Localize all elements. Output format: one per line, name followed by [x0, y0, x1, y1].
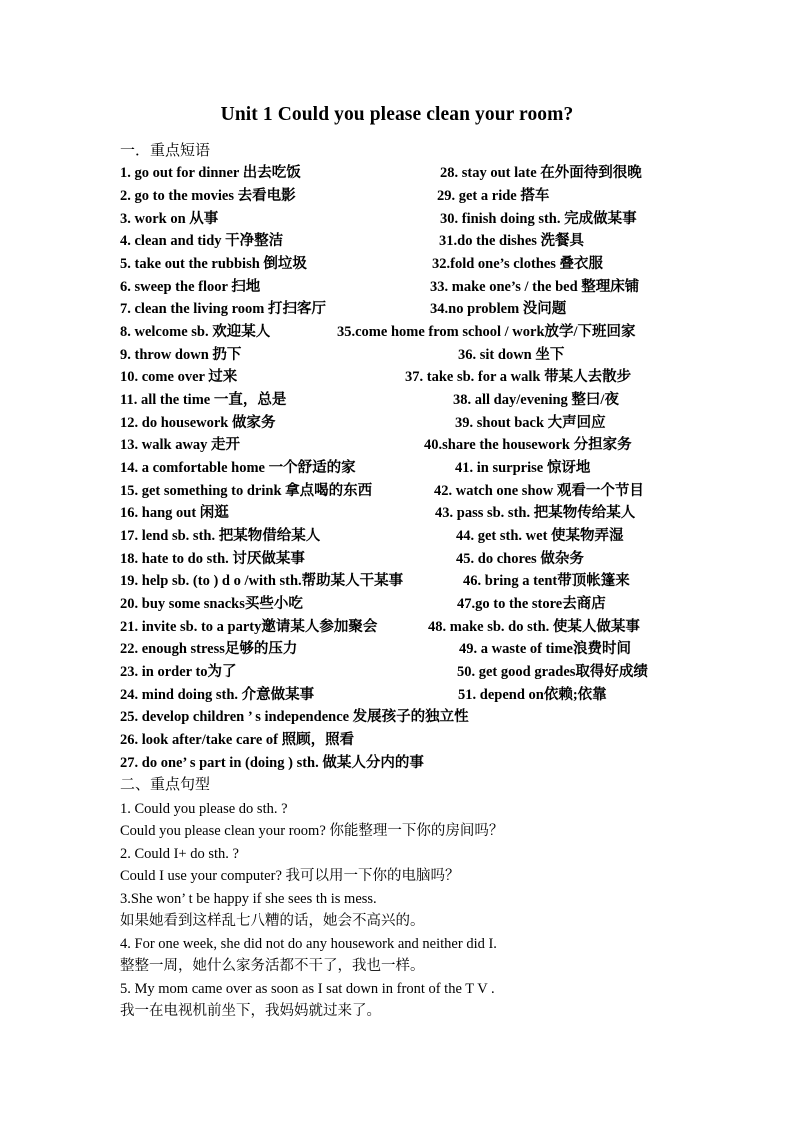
- phrase-item: 13. walk away 走开: [120, 437, 241, 453]
- phrase-item: 18. hate to do sth. 讨厌做某事: [120, 551, 305, 567]
- phrase-item: 12. do housework 做家务: [120, 415, 276, 431]
- phrase-item: 29. get a ride 搭车: [437, 188, 550, 204]
- sentence-pattern: 1. Could you please do sth. ?: [120, 801, 288, 817]
- phrase-item: 30. finish doing sth. 完成做某事: [440, 211, 637, 227]
- phrase-item: 2. go to the movies 去看电影: [120, 188, 296, 204]
- phrase-item: 6. sweep the floor 扫地: [120, 279, 261, 295]
- phrase-item: 48. make sb. do sth. 使某人做某事: [428, 619, 640, 635]
- sentence-example: Could I use your computer? 我可以用一下你的电脑吗？: [120, 868, 460, 884]
- sentence-example: Could you please clean your room? 你能整理一下你的房间吗？: [120, 823, 504, 839]
- phrase-item: 1. go out for dinner 出去吃饭: [120, 165, 301, 181]
- phrase-item: 7. clean the living room 打扫客厅: [120, 301, 326, 317]
- phrase-item: 40.share the housework 分担家务: [424, 437, 632, 453]
- phrase-item: 23. in order to为了: [120, 664, 237, 680]
- page-title: Unit 1 Could you please clean your room?: [220, 104, 574, 125]
- sentence-pattern: 3.She won’ t be happy if she sees th is mess.: [120, 891, 377, 907]
- phrase-item: 15. get something to drink 拿点喝的东西: [120, 483, 373, 499]
- phrase-item: 11. all the time 一直，总是: [120, 392, 287, 408]
- phrase-item: 43. pass sb. sth. 把某物传给某人: [435, 505, 636, 521]
- phrase-item: 49. a waste of time浪费时间: [459, 641, 631, 657]
- phrase-item: 4. clean and tidy 干净整洁: [120, 233, 284, 249]
- phrase-item: 9. throw down 扔下: [120, 347, 242, 363]
- phrase-item: 19. help sb. (to ) d o /with sth.帮助某人干某事: [120, 573, 404, 589]
- phrase-item: 41. in surprise 惊讶地: [455, 460, 591, 476]
- phrase-item: 33. make one’s / the bed 整理床铺: [430, 279, 640, 295]
- phrase-item: 24. mind doing sth. 介意做某事: [120, 687, 315, 703]
- phrase-item: 8. welcome sb. 欢迎某人: [120, 324, 271, 340]
- section-heading-sentences: 二、重点句型: [120, 777, 211, 793]
- sentence-pattern: 4. For one week, she did not do any housework and neither did I.: [120, 936, 497, 952]
- phrase-item: 27. do one’ s part in (doing ) sth. 做某人分内的事: [120, 755, 424, 771]
- phrase-item: 35.come home from school / work放学/下班回家: [337, 324, 636, 340]
- phrase-item: 21. invite sb. to a party邀请某人参加聚会: [120, 619, 378, 635]
- phrase-item: 39. shout back 大声回应: [455, 415, 606, 431]
- phrase-item: 47.go to the store去商店: [457, 596, 606, 612]
- phrase-item: 20. buy some snacks买些小吃: [120, 596, 303, 612]
- phrase-item: 10. come over 过来: [120, 369, 238, 385]
- phrase-item: 17. lend sb. sth. 把某物借给某人: [120, 528, 321, 544]
- phrase-item: 34.no problem 没问题: [430, 301, 567, 317]
- phrase-item: 14. a comfortable home 一个舒适的家: [120, 460, 356, 476]
- phrase-item: 32.fold one’s clothes 叠衣服: [432, 256, 604, 272]
- phrase-item: 28. stay out late 在外面待到很晚: [440, 165, 642, 181]
- sentence-pattern: 2. Could I+ do sth. ?: [120, 846, 239, 862]
- phrase-item: 3. work on 从事: [120, 211, 219, 227]
- phrase-item: 45. do chores 做杂务: [456, 551, 584, 567]
- phrase-item: 31.do the dishes 洗餐具: [439, 233, 585, 249]
- phrase-item: 5. take out the rubbish 倒垃圾: [120, 256, 307, 272]
- sentence-translation: 我一在电视机前坐下，我妈妈就过来了。: [120, 1003, 381, 1019]
- phrase-item: 22. enough stress足够的压力: [120, 641, 298, 657]
- phrase-item: 25. develop children ’ s independence 发展孩子的独立性: [120, 709, 469, 725]
- sentence-translation: 整整一周，她什么家务活都不干了，我也一样。: [120, 958, 425, 974]
- phrase-item: 38. all day/evening 整曰/夜: [453, 392, 619, 408]
- phrase-item: 16. hang out 闲逛: [120, 505, 229, 521]
- section-heading-phrases: 一．重点短语: [120, 143, 211, 159]
- phrase-item: 46. bring a tent带顶帐篷来: [463, 573, 630, 589]
- phrase-item: 51. depend on依赖;依靠: [458, 687, 607, 703]
- sentence-translation: 如果她看到这样乱七八糟的话，她会不高兴的。: [120, 913, 425, 929]
- phrase-item: 50. get good grades取得好成绩: [457, 664, 648, 680]
- phrase-item: 37. take sb. for a walk 带某人去散步: [405, 369, 632, 385]
- sentence-pattern: 5. My mom came over as soon as I sat down in front of the T V .: [120, 981, 495, 997]
- phrase-item: 44. get sth. wet 使某物弄湿: [456, 528, 624, 544]
- phrase-item: 36. sit down 坐下: [458, 347, 565, 363]
- phrase-item: 26. look after/take care of 照顾，照看: [120, 732, 355, 748]
- phrase-item: 42. watch one show 观看一个节目: [434, 483, 644, 499]
